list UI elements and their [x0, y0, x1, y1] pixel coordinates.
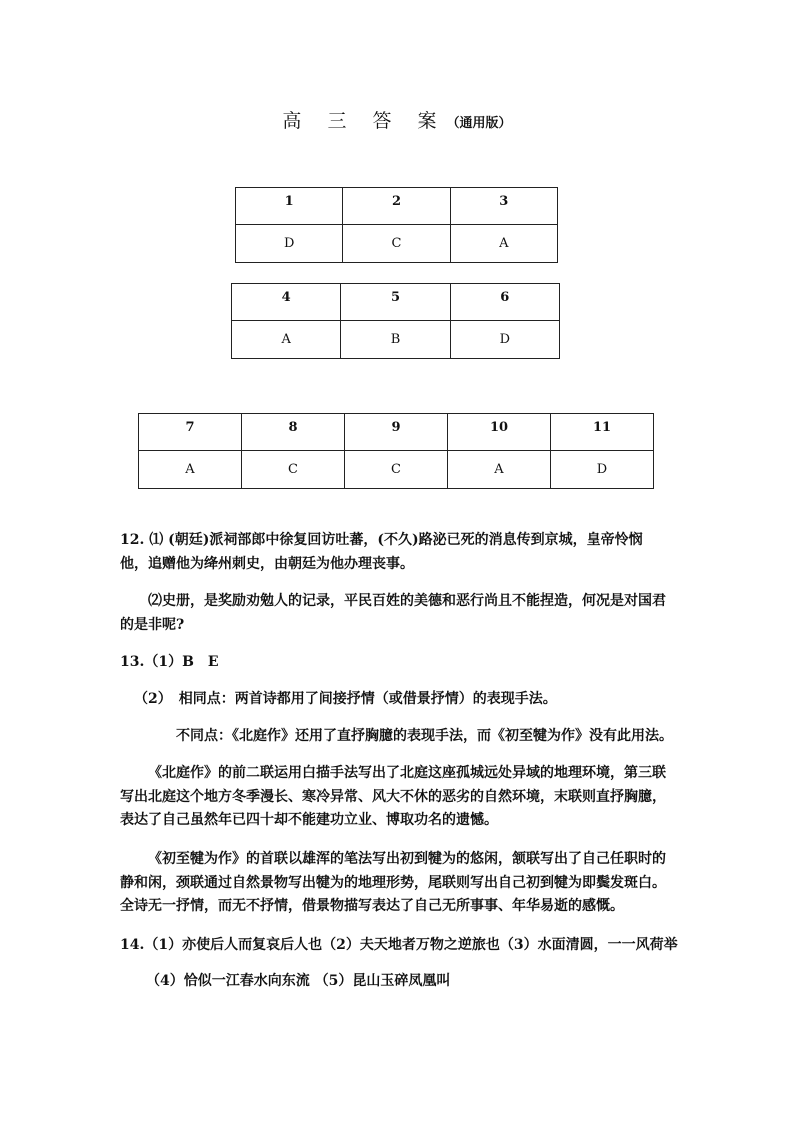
table-cell: D	[450, 321, 559, 359]
answer-table-3	[138, 413, 654, 489]
table-cell: A	[139, 451, 242, 489]
table-cell: 10	[448, 414, 551, 451]
table-cell: C	[343, 225, 450, 263]
table-cell: 4	[232, 284, 341, 321]
table-cell: A	[450, 225, 557, 263]
table-cell: 2	[343, 188, 450, 225]
q13-analysis-qianwei: 《初至犍为作》的首联以雄浑的笔法写出初到犍为的悠闲，颔联写出了自己任职时的静和闲，颈联通过自然景物写出犍为的地理形势，尾联则写出自己初到犍为即鬓发斑白。全诗无一抒情，而无不抒情，借景物描写表达了自己无所事事、年华易逝的感慨。	[120, 851, 666, 914]
table-cell: D	[236, 225, 343, 263]
table-cell: 9	[345, 414, 448, 451]
q12-translation-2: ⑵史册，是奖励劝勉人的记录，平民百姓的美德和恶行尚且不能捏造，何况是对国君的是非呢?	[120, 593, 666, 633]
table-cell: B	[341, 321, 450, 359]
table-cell: D	[551, 451, 654, 489]
q13-analysis-beiting: 《北庭作》的前二联运用白描手法写出了北庭这座孤城远处异域的地理环境，第三联写出北庭这个地方冬季漫长、寒冷异常、风大不休的恶劣的自然环境，末联则直抒胸臆，表达了自己虽然年已四十却不能建功立业、博取功名的遗憾。	[120, 765, 666, 828]
answer-table-2	[231, 283, 560, 359]
table-cell: C	[242, 451, 345, 489]
table-cell: 5	[341, 284, 450, 321]
table-cell: C	[345, 451, 448, 489]
table-cell: 11	[551, 414, 654, 451]
table-cell: A	[448, 451, 551, 489]
table-cell: 1	[236, 188, 343, 225]
table-cell: 8	[242, 414, 345, 451]
table-cell: 3	[450, 188, 557, 225]
q12-translation-1: 12. ⑴ (朝廷)派祠部郎中徐复回访吐蕃，(不久)路泌已死的消息传到京城，皇帝怜悯他，追赠他为绛州刺史，由朝廷为他办理丧事。	[120, 532, 643, 572]
q14-answer-1: 14.（1）亦使后人而复哀后人也（2）夫天地者万物之逆旅也（3）水面清圆，一一风荷举	[120, 937, 678, 953]
table-cell: 7	[139, 414, 242, 451]
table-cell: A	[232, 321, 341, 359]
table-cell: 6	[450, 284, 559, 321]
title-main: 高 三 答 案	[282, 110, 447, 132]
q14-answer-2: （4）恰似一江春水向东流 （5）昆山玉碎凤凰叫	[146, 973, 451, 989]
q13-answer-2: （2） 相同点：两首诗都用了间接抒情（或借景抒情）的表现手法。	[134, 691, 557, 707]
page-title	[0, 106, 794, 133]
q13-difference: 不同点：《北庭作》还用了直抒胸臆的表现手法，而《初至犍为作》没有此用法。	[176, 728, 673, 744]
answer-table-1	[235, 187, 558, 263]
title-sub: （通用版）	[446, 116, 512, 131]
q13-answer-1: 13.（1）B E	[120, 654, 219, 670]
